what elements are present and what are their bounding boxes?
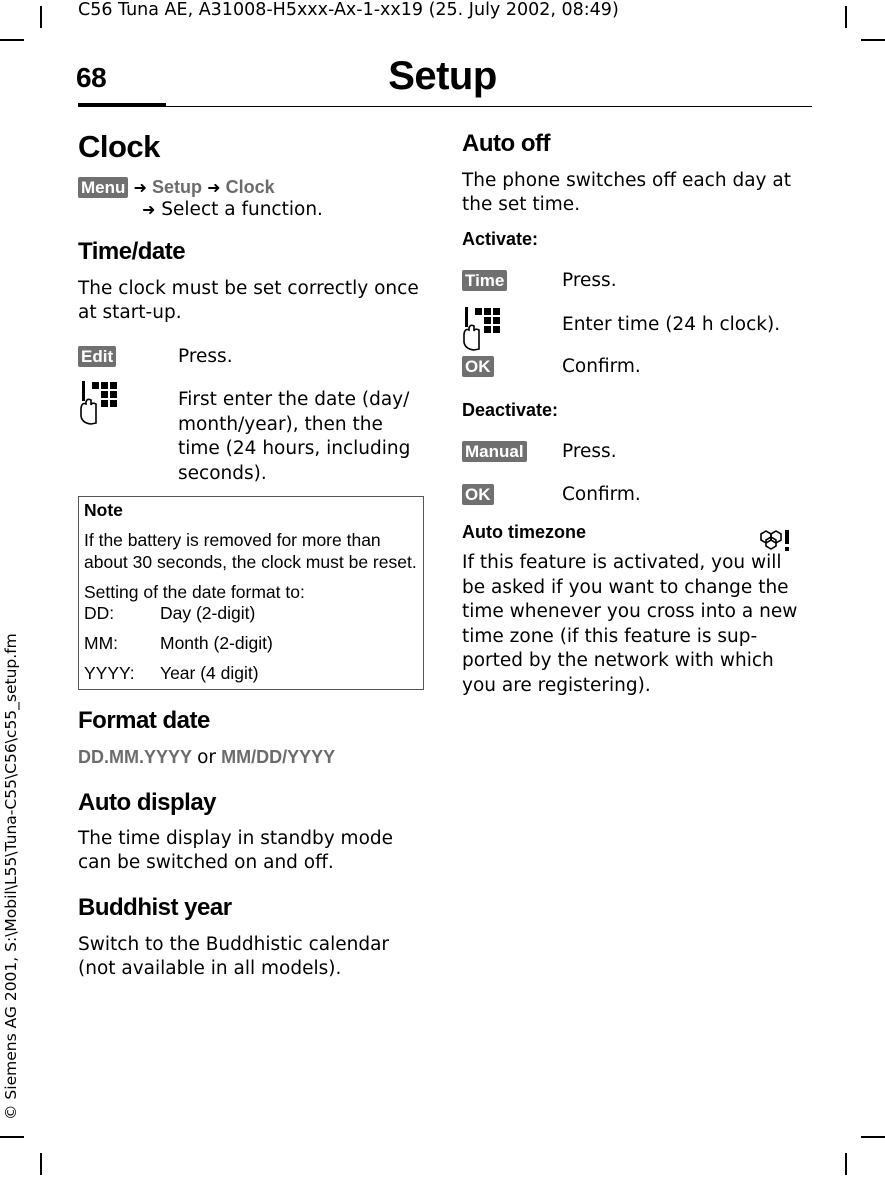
menu-item-clock: Clock [225, 177, 275, 197]
network-dependent-icon [758, 528, 794, 552]
auto-display-text: The time display in standby mode can be switched on and off. [78, 828, 394, 873]
auto-display-heading: Auto display [78, 789, 217, 816]
crop-mark [40, 6, 42, 28]
buddhist-year-text: Switch to the Buddhistic calendar (not available in all models). [78, 934, 390, 979]
format-desc: Day (2-digit) [160, 603, 256, 623]
crop-mark [40, 1153, 42, 1175]
time-date-text: The clock must be set correctly once at start-up. [78, 278, 419, 323]
crop-mark [845, 6, 847, 28]
manual-softkey: Manual [462, 441, 527, 462]
buddhist-year-heading: Buddhist year [78, 894, 232, 921]
ok-softkey: OK [462, 356, 494, 377]
edit-softkey: Edit [78, 346, 116, 367]
keypad-icon [79, 380, 121, 426]
format-date-options: DD.MM.YYYY or MM/DD/YYYY [78, 747, 336, 768]
clock-heading: Clock [78, 129, 160, 164]
step-text: Press. [562, 270, 617, 291]
auto-timezone-text: If this feature is activated, you will be asked if you want to change the time whenever you cross into a new time zone (if this feature is sup-ported by the network with which you are registering). [462, 552, 798, 696]
format-option: DD.MM.YYYY [78, 747, 193, 767]
time-date-heading: Time/date [78, 238, 186, 265]
step-text: Press. [562, 441, 617, 462]
step-text: First enter the date (day/ month/year), then the time (24 hours, including seconds). [178, 389, 411, 484]
step-text: Press. [178, 346, 233, 367]
note-text-format: Setting of the date format to: [84, 582, 305, 602]
note-box [78, 496, 424, 690]
note-text-line: If the battery is removed for more than [84, 530, 381, 550]
note-text-line: about 30 seconds, the clock must be reset. [84, 552, 417, 572]
crop-mark [845, 1153, 847, 1175]
step-text: Confirm. [562, 484, 641, 505]
document-info: C56 Tuna AE, A31008-H5xxx-Ax-1-xx19 (25. July 2002, 08:49) [78, 0, 619, 20]
ok-softkey: OK [462, 484, 494, 505]
arrow-icon: ➜ [133, 178, 147, 197]
keypad-icon [462, 306, 504, 352]
menu-path [78, 177, 275, 198]
crop-mark [861, 39, 885, 41]
auto-off-text: The phone switches off each day at the set time. [462, 170, 791, 215]
activate-heading: Activate: [462, 229, 539, 249]
auto-timezone-heading: Auto timezone [462, 522, 586, 542]
format-code: YYYY: [84, 663, 135, 683]
crop-mark [861, 1136, 885, 1138]
side-copyright: © Siemens AG 2001, S:\Mobil\L55\Tuna-C55\C56\c55_setup.fm [2, 633, 20, 1120]
auto-off-heading: Auto off [462, 130, 550, 157]
crop-mark [0, 1136, 24, 1138]
deactivate-heading: Deactivate: [462, 400, 559, 420]
section-title: Setup [388, 54, 497, 98]
format-option: MM/DD/YYYY [221, 747, 336, 767]
header-rule [166, 106, 812, 107]
step-text: Confirm. [562, 356, 641, 377]
header-rule-thick [78, 103, 166, 107]
note-title: Note [84, 500, 123, 520]
crop-mark [0, 39, 24, 41]
path-instruction: ➜ Select a function. [142, 199, 323, 220]
page-number: 68 [76, 62, 107, 93]
format-code: MM: [84, 633, 119, 653]
step-text: Enter time (24 h clock). [562, 314, 781, 335]
menu-item-setup: Setup [151, 177, 202, 197]
time-softkey: Time [462, 270, 507, 291]
format-date-heading: Format date [78, 707, 210, 734]
arrow-icon: ➜ [142, 200, 156, 219]
menu-softkey: Menu [78, 177, 128, 198]
format-desc: Month (2-digit) [160, 633, 273, 653]
format-desc: Year (4 digit) [160, 663, 259, 683]
arrow-icon: ➜ [207, 178, 221, 197]
format-code: DD: [84, 603, 115, 623]
